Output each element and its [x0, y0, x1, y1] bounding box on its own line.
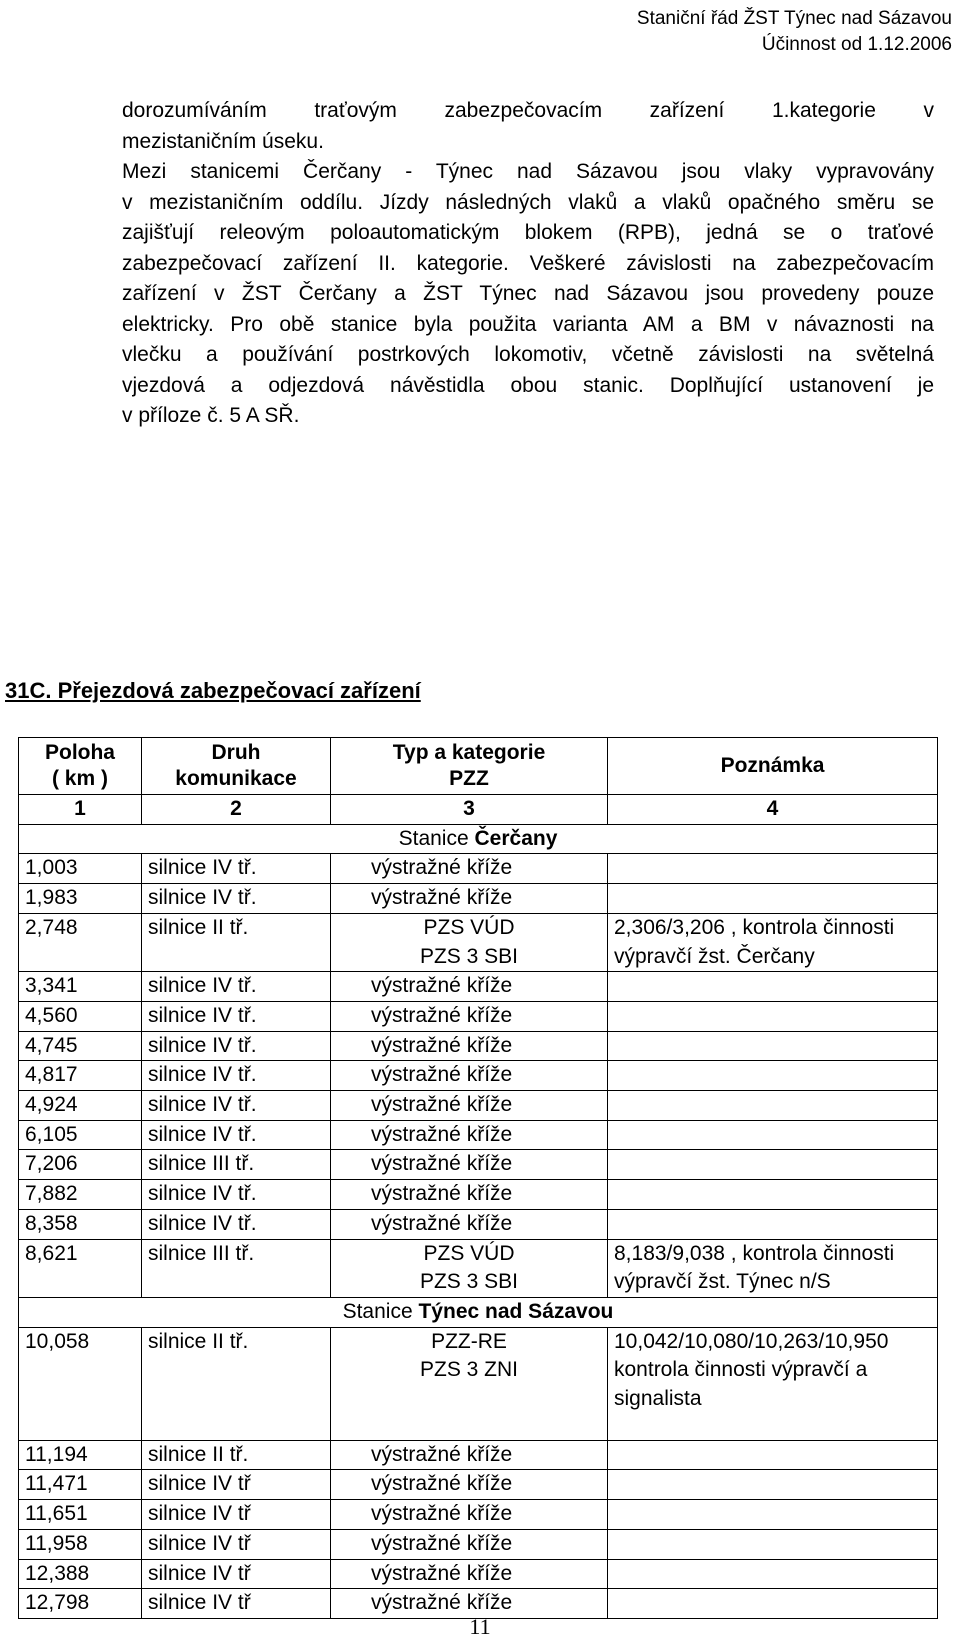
table-cell-kind [142, 1529, 331, 1559]
cell-text: silnice III tř. [148, 1152, 255, 1176]
table-cell-note [608, 1470, 938, 1500]
cell-text: silnice IV tř. [148, 856, 257, 880]
table-cell-pos [19, 1500, 142, 1530]
table-row [19, 1327, 938, 1440]
table-cell-type [331, 913, 608, 971]
table-cell-note [608, 854, 938, 884]
table-row [19, 1001, 938, 1031]
cell-text: PZS VÚD [423, 1241, 515, 1265]
table-cell-pos [19, 1440, 142, 1470]
table-cell-type [331, 1327, 608, 1440]
table-row [19, 1150, 938, 1180]
table-cell-note [608, 1239, 938, 1297]
header-type [331, 738, 608, 795]
table-cell-kind [142, 854, 331, 884]
cell-text: silnice IV tř. [148, 1122, 257, 1146]
cell-text: 3,341 [25, 974, 78, 998]
column-number: 3 [331, 795, 608, 825]
page-header [637, 6, 952, 58]
cell-text: 11,958 [25, 1531, 88, 1555]
table-cell-note [608, 1209, 938, 1239]
cell-text: výstražné kříže [371, 1591, 513, 1615]
table-row [19, 1061, 938, 1091]
header-position-label: Poloha [44, 741, 115, 764]
text-line: zajišťují releovým poloautomatickým blokem (RPB), jedná se o traťové [122, 221, 934, 244]
table-cell-pos [19, 1150, 142, 1180]
cell-text: 12,388 [25, 1561, 90, 1585]
cell-text: 4,924 [25, 1093, 78, 1117]
station-name: Čerčany [474, 826, 558, 850]
table-row [19, 1440, 938, 1470]
table-row [19, 1500, 938, 1530]
cell-text: 12,798 [25, 1591, 90, 1615]
crossings-table [18, 737, 938, 1619]
cell-text: výpravčí žst. Týnec n/S [614, 1270, 831, 1294]
table-cell-type [331, 1529, 608, 1559]
table-cell-type [331, 1001, 608, 1031]
table-cell-pos [19, 1120, 142, 1150]
table-cell-type [331, 1061, 608, 1091]
column-number-row [19, 795, 938, 825]
table-cell-type [331, 1470, 608, 1500]
cell-text: silnice II tř. [148, 915, 249, 939]
text-line: vjezdová a odjezdová návěstidla obou stanic. Doplňující ustanovení je [122, 373, 934, 397]
table-cell-pos [19, 1529, 142, 1559]
table-cell-kind [142, 884, 331, 914]
table-row [19, 1091, 938, 1121]
cell-text: silnice IV tř. [148, 974, 257, 998]
cell-text: silnice IV tř. [148, 1093, 257, 1117]
cell-text: výstražné kříže [371, 1003, 513, 1027]
text-line: elektricky. Pro obě stanice byla použita varianta AM a BM v návaznosti na [122, 312, 934, 336]
table-cell-kind [142, 1031, 331, 1061]
table-cell-note [608, 1001, 938, 1031]
table-cell-pos [19, 1091, 142, 1121]
cell-text: silnice IV tř. [148, 1211, 257, 1235]
cell-text: výstražné kříže [371, 1063, 513, 1087]
cell-text: 4,745 [25, 1033, 78, 1057]
header-kind [142, 738, 331, 795]
page-number: 11 [469, 1614, 491, 1639]
table-cell-note [608, 1061, 938, 1091]
cell-text: výstražné kříže [371, 1152, 513, 1176]
table-cell-pos [19, 1031, 142, 1061]
document-title: Staniční řád ŽST Týnec nad Sázavou [636, 8, 952, 29]
text-line: zabezpečovací zařízení II. kategorie. Veškeré závislosti na zabezpečovacím [122, 251, 934, 275]
cell-text: 10,042/10,080/10,263/10,950 [614, 1329, 889, 1353]
cell-text: 8,358 [25, 1211, 78, 1235]
text-line: mezistaničním úseku. [122, 129, 324, 153]
cell-text: výstražné kříže [371, 1033, 513, 1057]
table-row [19, 1120, 938, 1150]
table-row [19, 1031, 938, 1061]
table-cell-pos [19, 1180, 142, 1210]
cell-text: 1,003 [25, 856, 78, 880]
table-cell-note [608, 1031, 938, 1061]
table-row [19, 972, 938, 1002]
cell-text: výstražné kříže [371, 1502, 513, 1526]
table-cell-type [331, 884, 608, 914]
station-prefix: Stanice [398, 826, 475, 850]
table-cell-pos [19, 972, 142, 1002]
column-number: 2 [142, 795, 331, 825]
table-cell-note [608, 1327, 938, 1440]
cell-text: výstražné kříže [371, 1442, 513, 1466]
cell-text: 2,748 [25, 915, 78, 939]
station-cell [19, 824, 938, 854]
table-cell-type [331, 1150, 608, 1180]
table-cell-pos [19, 1209, 142, 1239]
cell-text: silnice IV tř [148, 1591, 251, 1615]
station-row [19, 824, 938, 854]
cell-text: silnice IV tř [148, 1531, 251, 1555]
cell-text: signalista [614, 1387, 702, 1411]
table-cell-kind [142, 972, 331, 1002]
table-cell-type [331, 1031, 608, 1061]
table-cell-type [331, 1180, 608, 1210]
cell-text: PZZ-RE [431, 1329, 507, 1353]
table-cell-note [608, 1120, 938, 1150]
table-row [19, 1239, 938, 1297]
cell-text: silnice IV tř [148, 1502, 251, 1526]
cell-text: PZS 3 SBI [419, 1270, 519, 1294]
table-row [19, 1559, 938, 1589]
table-cell-note [608, 913, 938, 971]
cell-text: výstražné kříže [371, 1122, 513, 1146]
table-row [19, 913, 938, 971]
cell-text: výstražné kříže [371, 1561, 513, 1585]
table-cell-type [331, 972, 608, 1002]
cell-text: silnice III tř. [148, 1241, 255, 1265]
cell-text: výstražné kříže [371, 1472, 513, 1496]
table-cell-pos [19, 1559, 142, 1589]
table-cell-kind [142, 1327, 331, 1440]
table-cell-kind [142, 1500, 331, 1530]
table-cell-type [331, 1239, 608, 1297]
cell-text: 11,194 [25, 1442, 88, 1466]
cell-text: silnice II tř. [148, 1442, 249, 1466]
cell-text: silnice IV tř. [148, 1063, 257, 1087]
table-cell-note [608, 884, 938, 914]
table-cell-note [608, 1559, 938, 1589]
cell-spacer [614, 1414, 931, 1440]
table-cell-kind [142, 1150, 331, 1180]
table-cell-note [608, 1440, 938, 1470]
cell-text: výstražné kříže [371, 974, 513, 998]
header-kind-label: Druh [211, 741, 261, 764]
table-cell-kind [142, 1180, 331, 1210]
cell-text: PZS 3 SBI [419, 944, 519, 968]
cell-text: silnice IV tř [148, 1472, 251, 1496]
header-position [19, 738, 142, 795]
cell-text: 8,621 [25, 1241, 78, 1265]
header-kind-label2: komunikace [175, 767, 297, 790]
table-cell-kind [142, 1559, 331, 1589]
cell-text: výstražné kříže [371, 1093, 513, 1117]
cell-text: 4,560 [25, 1003, 78, 1027]
table-cell-kind [142, 1239, 331, 1297]
cell-text: silnice II tř. [148, 1329, 249, 1353]
station-name: Týnec nad Sázavou [418, 1299, 614, 1323]
header-type-label2: PZZ [449, 767, 489, 790]
text-line: Mezi stanicemi Čerčany - Týnec nad Sázavou jsou vlaky vypravovány [122, 160, 934, 183]
effective-date: Účinnost od 1.12.2006 [761, 34, 952, 55]
table-cell-type [331, 1120, 608, 1150]
body-paragraph [122, 96, 934, 432]
station-row [19, 1297, 938, 1327]
table-cell-kind [142, 913, 331, 971]
cell-text: kontrola činnosti výpravčí a [614, 1358, 868, 1382]
column-number: 4 [608, 795, 938, 825]
cell-text: 2,306/3,206 , kontrola činnosti [614, 915, 895, 939]
cell-text: výstražné kříže [371, 1211, 513, 1235]
cell-text: výstražné kříže [371, 1531, 513, 1555]
table-cell-kind [142, 1061, 331, 1091]
text-line: zařízení v ŽST Čerčany a ŽST Týnec nad Sázavou jsou provedeny pouze [122, 282, 934, 305]
table-cell-note [608, 1180, 938, 1210]
table-cell-kind [142, 1440, 331, 1470]
table-cell-type [331, 1440, 608, 1470]
table-cell-type [331, 1091, 608, 1121]
table-cell-note [608, 1500, 938, 1530]
cell-text: 10,058 [25, 1329, 90, 1353]
cell-text: 8,183/9,038 , kontrola činnosti [614, 1241, 895, 1265]
text-line: v příloze č. 5 A SŘ. [122, 404, 300, 427]
table-cell-pos [19, 884, 142, 914]
cell-text: silnice IV tř. [148, 1033, 257, 1057]
table-row [19, 1470, 938, 1500]
header-type-label: Typ a kategorie [392, 741, 546, 764]
header-note: Poznámka [608, 738, 938, 795]
table-row [19, 854, 938, 884]
cell-text: 11,471 [25, 1472, 88, 1496]
section-title: 31C. Přejezdová zabezpečovací zařízení [5, 678, 421, 703]
table-header-row [19, 738, 938, 795]
table-cell-kind [142, 1001, 331, 1031]
cell-text: výpravčí žst. Čerčany [614, 944, 815, 968]
text-line: dorozumíváním traťovým zabezpečovacím zařízení 1.kategorie v [122, 99, 934, 122]
table-cell-pos [19, 854, 142, 884]
table-cell-type [331, 1559, 608, 1589]
table-cell-kind [142, 1091, 331, 1121]
cell-text: 7,882 [25, 1182, 78, 1206]
table-row [19, 1180, 938, 1210]
cell-text: 4,817 [25, 1063, 78, 1087]
column-number: 1 [19, 795, 142, 825]
cell-text: silnice IV tř. [148, 886, 257, 910]
cell-text: výstražné kříže [371, 1182, 513, 1206]
cell-text: PZS VÚD [423, 915, 515, 939]
cell-text: 1,983 [25, 886, 78, 910]
cell-text: silnice IV tř [148, 1561, 251, 1585]
header-position-unit: ( km ) [51, 767, 108, 790]
cell-text: PZS 3 ZNI [419, 1358, 519, 1382]
table-cell-note [608, 1529, 938, 1559]
table-cell-type [331, 1500, 608, 1530]
table-cell-pos [19, 1061, 142, 1091]
table-row [19, 1209, 938, 1239]
cell-text: výstražné kříže [371, 856, 513, 880]
table-cell-pos [19, 913, 142, 971]
table-cell-pos [19, 1001, 142, 1031]
text-line: vlečku a používání postrkových lokomotiv, včetně závislosti na světelná [122, 343, 934, 366]
text-line: v mezistaničním oddílu. Jízdy následných vlaků a vlaků opačného směru se [122, 190, 934, 214]
cell-text: silnice IV tř. [148, 1182, 257, 1206]
cell-text: 6,105 [25, 1122, 78, 1146]
cell-text: výstražné kříže [371, 886, 513, 910]
table-cell-kind [142, 1120, 331, 1150]
cell-text: silnice IV tř. [148, 1003, 257, 1027]
table-row [19, 884, 938, 914]
table-cell-pos [19, 1239, 142, 1297]
station-cell [19, 1297, 938, 1327]
table-cell-note [608, 1091, 938, 1121]
table-cell-note [608, 1150, 938, 1180]
cell-text: 11,651 [25, 1502, 88, 1526]
table-cell-type [331, 854, 608, 884]
table-cell-pos [19, 1327, 142, 1440]
table-cell-pos [19, 1470, 142, 1500]
table-cell-note [608, 972, 938, 1002]
table-row [19, 1529, 938, 1559]
table-cell-kind [142, 1209, 331, 1239]
cell-text: 7,206 [25, 1152, 78, 1176]
table-cell-kind [142, 1470, 331, 1500]
station-prefix: Stanice [342, 1299, 419, 1323]
table-cell-type [331, 1209, 608, 1239]
